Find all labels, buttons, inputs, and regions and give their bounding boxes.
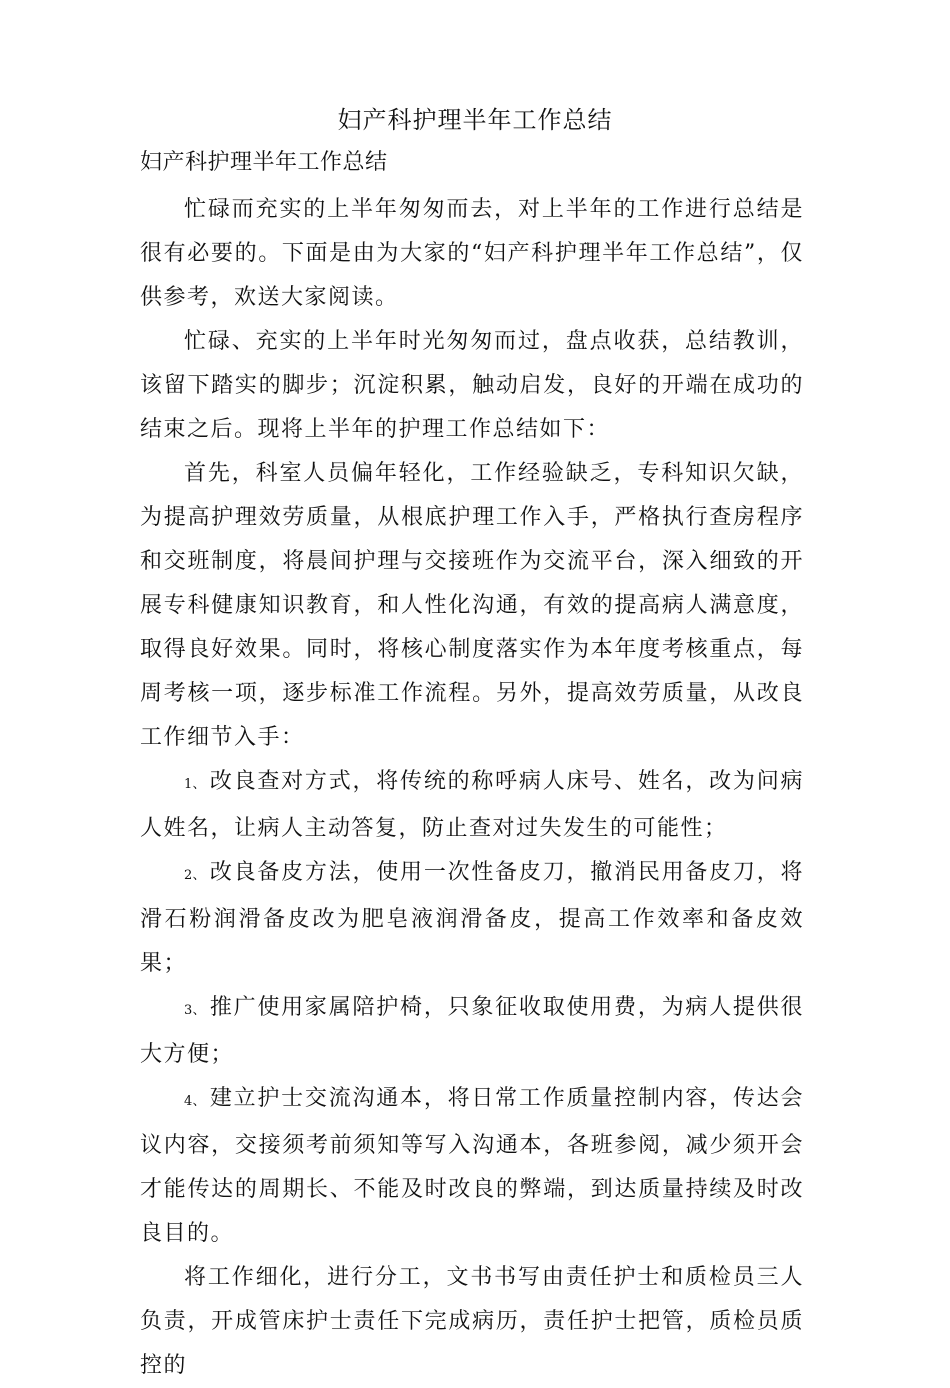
list-item-number: 2、 xyxy=(184,868,206,883)
list-item-text: 改良查对方式，将传统的称呼病人床号、姓名，改为问病人姓名，让病人主动答复，防止查对过失发生的可能性； xyxy=(140,769,804,841)
paragraph-closing: 将工作细化，进行分工，文书书写由责任护士和质检员三人负责，开成管床护士责任下完成病历，责任护士把管，质检员质控的 xyxy=(140,1265,804,1378)
list-item xyxy=(140,760,804,851)
list-item-number: 3、 xyxy=(184,1003,206,1018)
list-item xyxy=(140,851,804,986)
paragraph-first: 首先，科室人员偏年轻化，工作经验缺乏，专科知识欠缺，为提高护理效劳质量，从根底护理工作入手，严格执行查房程序和交班制度，将晨间护理与交接班作为交流平台，深入细致的开展专科健康知识教育，和人性化沟通，有效的提高病人满意度，取得良好效果。同时，将核心制度落实作为本年度考核重点，每周考核一项，逐步标准工作流程。另外，提高效劳质量，从改良工作细节入手： xyxy=(140,461,804,750)
list-item xyxy=(140,986,804,1077)
list-item-number: 1、 xyxy=(184,777,206,792)
paragraph-overview: 忙碌、充实的上半年时光匆匆而过，盘点收获，总结教训，该留下踏实的脚步；沉淀积累，触动启发，良好的开端在成功的结束之后。现将上半年的护理工作总结如下： xyxy=(140,329,804,442)
document-title: 妇产科护理半年工作总结 xyxy=(337,106,613,134)
paragraph-intro: 忙碌而充实的上半年匆匆而去，对上半年的工作进行总结是很有必要的。下面是由为大家的“妇产科护理半年工作总结”，仅供参考，欢送大家阅读。 xyxy=(140,197,804,310)
list-item-number: 4、 xyxy=(184,1094,206,1109)
list-item-text: 推广使用家属陪护椅，只象征收取使用费，为病人提供很大方便； xyxy=(140,995,804,1067)
list-item-text: 改良备皮方法，使用一次性备皮刀，撤消民用备皮刀，将滑石粉润滑备皮改为肥皂液润滑备皮，提高工作效率和备皮效果； xyxy=(140,860,804,976)
list-item xyxy=(140,1077,804,1256)
list-item-text: 建立护士交流沟通本，将日常工作质量控制内容，传达会议内容，交接须考前须知等写入沟通本，各班参阅，减少须开会才能传达的周期长、不能及时改良的弊端，到达质量持续及时改良目的。 xyxy=(140,1086,804,1246)
document-subtitle: 妇产科护理半年工作总结 xyxy=(140,150,388,175)
document-body xyxy=(140,188,804,1388)
